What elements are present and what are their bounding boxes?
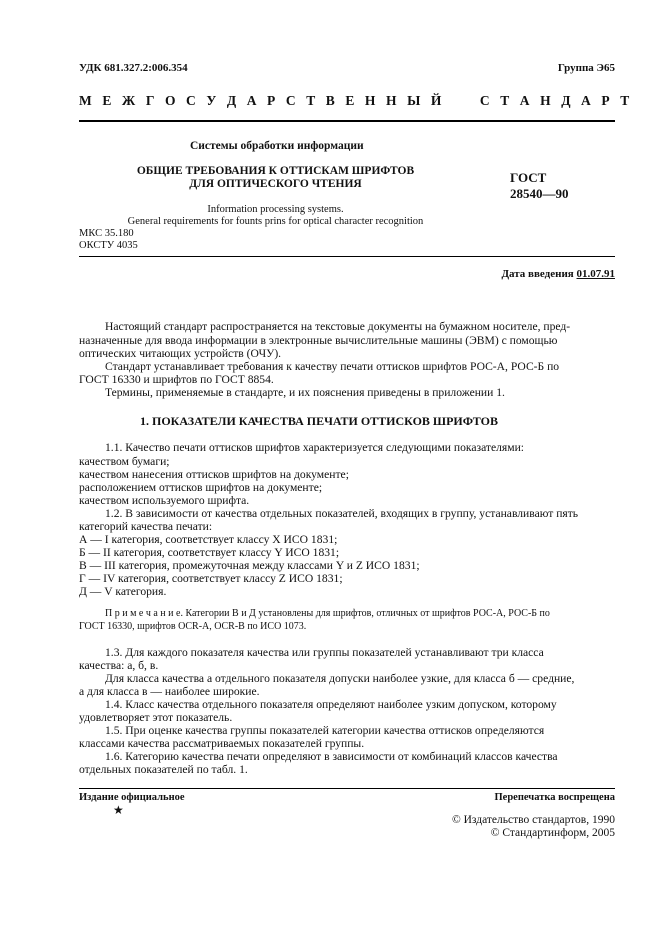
- okstu-code: ОКСТУ 4035: [79, 240, 138, 251]
- intro-line: назначенные для ввода информации в электронные вычислительные машины (ЭВМ) с помощью: [79, 334, 558, 347]
- intro-line: Термины, применяемые в стандарте, и их пояснения приведены в приложении 1.: [105, 386, 505, 399]
- title-line-2: ДЛЯ ОПТИЧЕСКОГО ЧТЕНИЯ: [189, 178, 362, 190]
- standard-banner: М Е Ж Г О С У Д А Р С Т В Е Н Н Ы Й С Т А Н Д А Р Т: [79, 93, 633, 108]
- title-line-1: ОБЩИЕ ТРЕБОВАНИЯ К ОТТИСКАМ ШРИФТОВ: [136, 165, 415, 177]
- note-text-1: Категории В и Д установлены для шрифтов, отличных от шрифтов РОС-А, РОС-Б по: [185, 608, 550, 619]
- clause-1-3-line: качества: а, б, в.: [79, 659, 159, 672]
- category-item: Б — II категория, соответствует классу Y ИСО 1831;: [79, 546, 340, 559]
- group-code: Группа Э65: [557, 62, 615, 74]
- star-icon: ★: [113, 803, 124, 817]
- clause-1-3: 1.3. Для каждого показателя качества или группы показателей устанавливают три класса: [105, 646, 544, 659]
- footer-rule: [79, 788, 615, 789]
- intro-line: Настоящий стандарт распространяется на текстовые документы на бумажном носителе, пред-: [105, 320, 571, 333]
- mks-code: МКС 35.180: [79, 228, 134, 239]
- english-title-1: Information processing systems.: [207, 204, 344, 215]
- intro-line: оптических читающих устройств (ОЧУ).: [79, 347, 282, 360]
- category-item: Д — V категория.: [79, 585, 167, 598]
- note-label: П р и м е ч а н и е.: [105, 608, 183, 619]
- clause-1-1-item: качеством бумаги;: [79, 455, 170, 468]
- banner-rule: [79, 120, 615, 122]
- note-line-1: [105, 608, 550, 619]
- official-edition: Издание официальное: [79, 792, 185, 803]
- note-text-2: ГОСТ 16330, шрифтов OCR-A, OCR-B по ИСО 1073.: [79, 621, 307, 632]
- reprint-notice: Перепечатка воспрещена: [494, 792, 615, 803]
- intro-line: ГОСТ 16330 и шрифтов по ГОСТ 8854.: [79, 373, 274, 386]
- category-item: А — I категория, соответствует классу X ИСО 1831;: [79, 533, 338, 546]
- clause-1-1: 1.1. Качество печати оттисков шрифтов характеризуется следующими показателями:: [105, 441, 525, 454]
- intro-line: Стандарт устанавливает требования к качеству печати оттисков шрифтов РОС-А, РОС-Б по: [105, 360, 560, 373]
- section-1-title: 1. ПОКАЗАТЕЛИ КАЧЕСТВА ПЕЧАТИ ОТТИСКОВ ШРИФТОВ: [140, 414, 498, 428]
- clause-1-6: 1.6. Категорию качества печати определяют в зависимости от комбинаций классов качества: [105, 750, 558, 763]
- clause-1-2: 1.2. В зависимости от качества отдельных показателей, входящих в группу, устанавливают пять: [105, 507, 579, 520]
- clause-1-1-item: качеством используемого шрифта.: [79, 494, 250, 507]
- clause-1-1-item: расположением оттисков шрифтов на документе;: [79, 481, 323, 494]
- gost-label: ГОСТ: [510, 170, 547, 185]
- clause-1-4-line: удовлетворяет этот показатель.: [79, 711, 233, 724]
- intro-date-value: 01.07.91: [576, 268, 615, 280]
- gost-number: 28540—90: [510, 186, 569, 201]
- clause-1-3-line: Для класса качества а отдельного показателя допуски наиболее узкие, для класса б — средние,: [105, 672, 575, 685]
- clause-1-5-line: классами качества рассматриваемых показателей группы.: [79, 737, 365, 750]
- clause-1-3-line: а для класса в — наиболее широкие.: [79, 685, 260, 698]
- copyright-2: © Стандартинформ, 2005: [490, 827, 615, 839]
- intro-date-label: Дата введения: [501, 268, 574, 280]
- clause-1-2-line: категорий качества печати:: [79, 520, 213, 533]
- copyright-1: © Издательство стандартов, 1990: [451, 814, 615, 826]
- category-item: Г — IV категория, соответствует классу Z ИСО 1831;: [79, 572, 343, 585]
- clause-1-1-item: качеством нанесения оттисков шрифтов на документе;: [79, 468, 349, 481]
- english-title-2: General requirements for founts prins for optical character recognition: [127, 216, 424, 227]
- category-item: В — III категория, промежуточная между классами Y и Z ИСО 1831;: [79, 559, 420, 572]
- udk-code: УДК 681.327.2:006.354: [79, 62, 188, 74]
- codes-rule: [79, 256, 615, 257]
- clause-1-5: 1.5. При оценке качества группы показателей категории качества оттисков определяются: [105, 724, 545, 737]
- systems-title: Системы обработки информации: [190, 140, 364, 152]
- clause-1-6-line: отдельных показателей по табл. 1.: [79, 763, 248, 776]
- intro-date: [501, 268, 615, 280]
- clause-1-4: 1.4. Класс качества отдельного показателя определяют наиболее узким допуском, которому: [105, 698, 557, 711]
